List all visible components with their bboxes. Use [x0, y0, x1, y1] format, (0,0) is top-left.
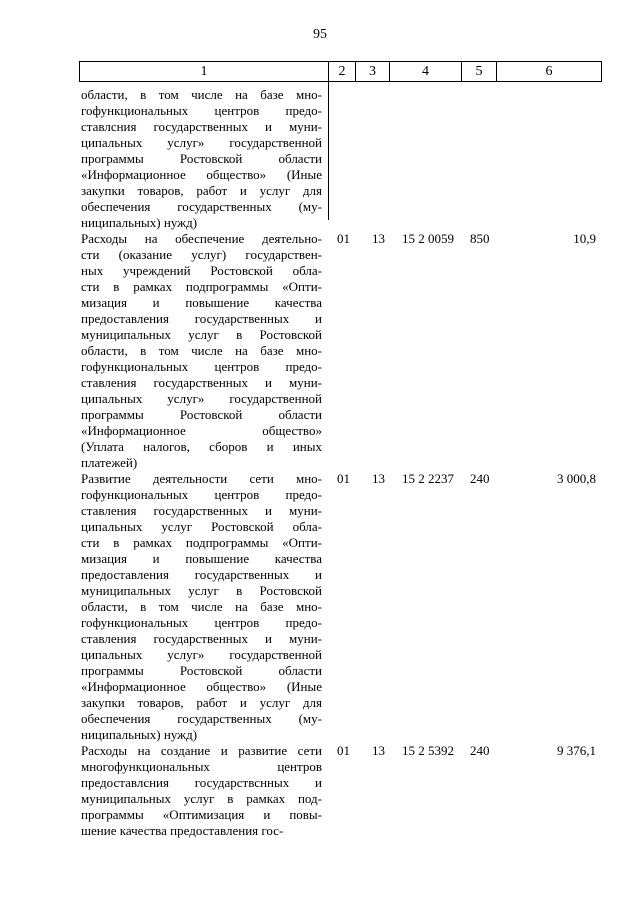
description-line: ниципальных) нужд)	[81, 215, 198, 230]
description-line: ставления государственных и муни-	[81, 503, 322, 518]
row-amount: 9 376,1	[557, 743, 596, 758]
description-line: платежей)	[81, 455, 138, 470]
description-line: области, в том числе на базе мно-	[81, 87, 322, 102]
row-description	[81, 743, 322, 839]
row-target-article: 15 2 0059	[402, 231, 454, 246]
row-description	[81, 471, 322, 743]
description-line: сти в рамках подпрограммы «Опти-	[81, 535, 322, 550]
header-col-6: 6	[545, 64, 553, 79]
description-line: ципальных услуг» государственной	[81, 135, 322, 150]
description-line: мизация и повышение качества	[81, 551, 322, 566]
description-line: (Уплата налогов, сборов и иных	[81, 439, 322, 454]
description-line: программы Ростовской области	[81, 663, 322, 678]
description-line: «Информационное общество» (Иные	[81, 167, 322, 182]
description-line: ципальных услуг Ростовской обла-	[81, 519, 322, 534]
description-line: гофункциональных центров предо-	[81, 103, 322, 118]
page-number: 95	[313, 27, 327, 42]
header-col-4: 4	[390, 62, 462, 81]
description-line: закупки товаров, работ и услуг для	[81, 695, 322, 710]
row-description	[81, 231, 322, 471]
description-line: программы Ростовской области	[81, 407, 322, 422]
row-target-article: 15 2 5392	[402, 743, 454, 758]
row-description	[81, 87, 322, 231]
header-col-5: 5	[462, 62, 497, 81]
description-line: шение качества предоставления гос-	[81, 823, 284, 838]
description-line: ных учреждений Ростовской обла-	[81, 263, 322, 278]
row-section: 01	[337, 743, 350, 758]
description-line: обеспечения государственных (му-	[81, 711, 322, 726]
row-target-article: 15 2 2237	[402, 471, 454, 486]
description-line: ставления государственных и муни-	[81, 375, 322, 390]
description-line: «Информационное общество»	[81, 423, 322, 438]
header-col-1: 1	[80, 62, 329, 81]
row-expense-type: 240	[470, 471, 490, 486]
row-section: 01	[337, 231, 350, 246]
description-line: Расходы на создание и развитие сети	[81, 743, 322, 758]
description-line: предоставлсния государствснных и	[81, 775, 322, 790]
description-line: гофункциональных центров предо-	[81, 487, 322, 502]
table-row	[81, 87, 602, 231]
description-line: гофункциональных центров предо-	[81, 615, 322, 630]
row-expense-type: 850	[470, 231, 490, 246]
row-amount: 10,9	[573, 231, 596, 246]
header-col-2: 2	[329, 62, 356, 81]
description-line: закупки товаров, работ и услуг для	[81, 183, 322, 198]
row-amount: 3 000,8	[557, 471, 596, 486]
table-row	[81, 743, 602, 839]
description-line: программы «Оптимизация и повы-	[81, 807, 322, 822]
description-line: области, в том числе на базе мно-	[81, 343, 322, 358]
description-line: муниципальных услуг в Ростовской	[81, 583, 322, 598]
description-line: ниципальных) нужд)	[81, 727, 198, 742]
description-line: программы Ростовской области	[81, 151, 322, 166]
description-line: ципальных услуг» государственной	[81, 391, 322, 406]
description-line: мизация и повышение качества	[81, 295, 322, 310]
description-line: ставлсния государственных и муни-	[81, 119, 322, 134]
row-subsection: 13	[372, 743, 385, 758]
description-line: сти (оказание услуг) государствен-	[81, 247, 322, 262]
description-line: области, в том числе на базе мно-	[81, 599, 322, 614]
table-row	[81, 471, 602, 743]
description-line: Расходы на обеспечение деятельно-	[81, 231, 322, 246]
table-row	[81, 231, 602, 471]
description-line: ставления государственных и муни-	[81, 631, 322, 646]
row-subsection: 13	[372, 231, 385, 246]
row-expense-type: 240	[470, 743, 490, 758]
description-line: многофункциональных центров	[81, 759, 322, 774]
row-section: 01	[337, 471, 350, 486]
header-col-3: 3	[356, 62, 390, 81]
description-line: муниципальных услуг в Ростовской	[81, 327, 322, 342]
description-line: сти в рамках подпрограммы «Опти-	[81, 279, 322, 294]
description-line: муниципальных услуг в рамках под-	[81, 791, 322, 806]
description-line: ципальных услуг» государственной	[81, 647, 322, 662]
description-line: предоставления государственных и	[81, 311, 322, 326]
description-line: обеспечения государственных (му-	[81, 199, 322, 214]
table-header	[79, 61, 602, 82]
description-line: предоставления государственных и	[81, 567, 322, 582]
description-line: Развитие деятельности сети мно-	[81, 471, 322, 486]
description-line: гофункциональных центров предо-	[81, 359, 322, 374]
row-subsection: 13	[372, 471, 385, 486]
description-line: «Информационное общество» (Иные	[81, 679, 322, 694]
